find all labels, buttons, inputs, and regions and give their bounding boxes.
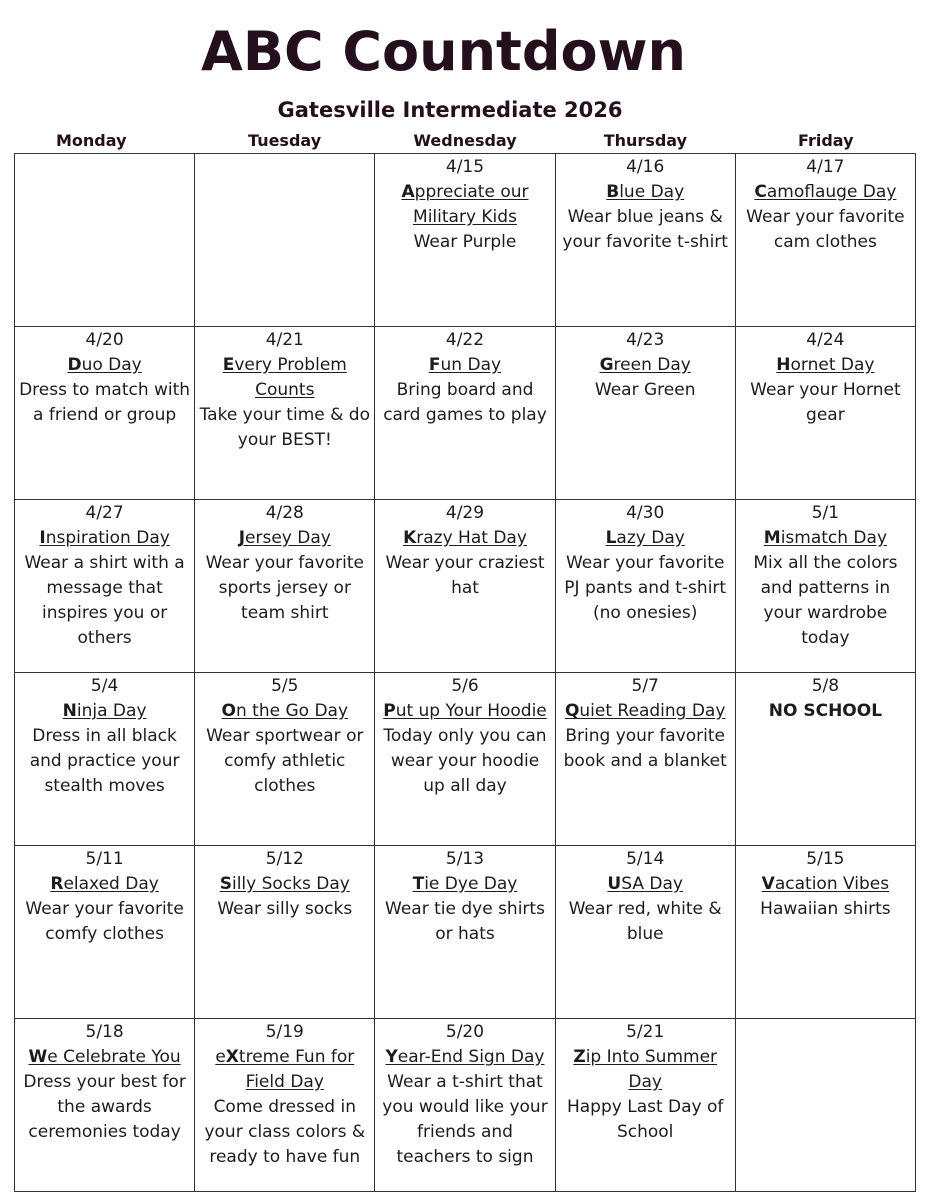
- calendar-cell: [195, 154, 375, 327]
- calendar-cell: [556, 500, 736, 673]
- calendar-cell: [736, 154, 916, 327]
- theme-letter: M: [763, 528, 781, 548]
- calendar-cell: [15, 1019, 195, 1192]
- cell-description: Wear red, white & blue: [568, 899, 722, 944]
- cell-date: 4/17: [806, 157, 845, 177]
- theme-letter: L: [605, 528, 617, 548]
- cell-date: 4/20: [85, 330, 124, 350]
- theme-letter: U: [607, 874, 622, 894]
- cell-date: 4/30: [626, 503, 665, 523]
- theme-rest: very Problem Counts: [234, 355, 347, 400]
- theme-rest: ornet Day: [790, 355, 875, 375]
- theme-letter: X: [225, 1047, 239, 1067]
- calendar-cell: [195, 500, 375, 673]
- weekday-thursday: Thursday: [603, 131, 688, 150]
- cell-description: Dress to match with a friend or group: [19, 380, 191, 425]
- calendar-cell: [556, 846, 736, 1019]
- theme-letter: T: [412, 874, 425, 894]
- cell-date: 5/8: [811, 676, 840, 696]
- cell-date: 4/21: [265, 330, 304, 350]
- theme-rest: lue Day: [619, 182, 685, 202]
- theme-letter: H: [776, 355, 791, 375]
- theme-rest: elaxed Day: [63, 874, 159, 894]
- cell-description: Wear your favorite comfy clothes: [25, 899, 184, 944]
- cell-description: Wear silly socks: [217, 899, 353, 919]
- calendar-cell: [15, 327, 195, 500]
- theme-letter: I: [39, 528, 46, 548]
- page-subtitle: Gatesville Intermediate 2026: [277, 98, 623, 122]
- cell-date: 5/19: [265, 1022, 304, 1042]
- cell-description: Wear your craziest hat: [385, 553, 545, 598]
- theme-letter: D: [67, 355, 82, 375]
- cell-description: Wear your favorite PJ pants and t-shirt (no onesies): [564, 553, 727, 623]
- cell-theme: [18, 699, 191, 724]
- cell-date: 5/5: [271, 676, 299, 696]
- theme-letter: W: [28, 1047, 48, 1067]
- cell-date: 4/24: [806, 330, 845, 350]
- theme-rest: ut up Your Hoodie: [395, 701, 547, 721]
- theme-letter: V: [761, 874, 775, 894]
- theme-rest: nspiration Day: [45, 528, 170, 548]
- theme-letter: N: [62, 701, 77, 721]
- theme-rest: treme Fun for Field Day: [238, 1047, 355, 1092]
- cell-date: 5/12: [265, 849, 304, 869]
- calendar-cell: [556, 154, 736, 327]
- cell-date: 4/29: [445, 503, 485, 523]
- cell-date: 4/22: [445, 330, 485, 350]
- theme-letter: S: [219, 874, 232, 894]
- cell-theme: [18, 1045, 191, 1070]
- theme-letter: O: [221, 701, 236, 721]
- cell-date: 5/6: [451, 676, 479, 696]
- calendar-cell: [375, 673, 555, 846]
- calendar-cell: [195, 1019, 375, 1192]
- cell-date: 5/15: [806, 849, 845, 869]
- theme-rest: SA Day: [621, 874, 683, 894]
- cell-date: 5/20: [445, 1022, 485, 1042]
- cell-note: NO SCHOOL: [768, 701, 883, 721]
- cell-date: 5/21: [626, 1022, 665, 1042]
- cell-description: Bring your favorite book and a blanket: [563, 726, 727, 771]
- cell-theme: [739, 180, 912, 205]
- cell-date: 4/23: [626, 330, 665, 350]
- theme-rest: ersey Day: [245, 528, 331, 548]
- cell-description: Dress your best for the awards ceremonies today: [23, 1072, 186, 1142]
- cell-description: Wear blue jeans & your favorite t-shirt: [562, 207, 728, 252]
- weekday-header-row: [14, 131, 916, 153]
- cell-theme: [378, 353, 551, 378]
- cell-date: 5/13: [445, 849, 485, 869]
- cell-description: Today only you can wear your hoodie up all day: [383, 726, 547, 796]
- cell-theme: [378, 872, 551, 897]
- calendar-cell: [556, 1019, 736, 1192]
- cell-description: Wear sportwear or comfy athletic clothes: [206, 726, 364, 796]
- cell-theme: [378, 1045, 551, 1070]
- cell-description: Mix all the colors and patterns in your wardrobe today: [753, 553, 898, 648]
- cell-description: Take your time & do your BEST!: [199, 405, 370, 450]
- cell-date: 5/14: [626, 849, 665, 869]
- cell-description: Hawaiian shirts: [760, 899, 891, 919]
- cell-theme: [739, 872, 912, 897]
- theme-rest: uo Day: [81, 355, 142, 375]
- calendar-cell: [375, 846, 555, 1019]
- calendar-cell: [736, 500, 916, 673]
- calendar-grid: [14, 153, 916, 1192]
- calendar-cell: [15, 500, 195, 673]
- calendar-cell: [195, 846, 375, 1019]
- theme-rest: reen Day: [613, 355, 691, 375]
- cell-theme: [378, 699, 551, 724]
- theme-letter: A: [401, 182, 415, 202]
- theme-rest: ppreciate our Military Kids: [413, 182, 529, 227]
- cell-theme: [559, 526, 732, 551]
- weekday-wednesday: Wednesday: [413, 131, 517, 150]
- cell-theme: [559, 872, 732, 897]
- cell-theme: [198, 872, 371, 897]
- cell-description: Wear Green: [594, 380, 696, 400]
- cell-theme: [198, 699, 371, 724]
- cell-date: 5/1: [811, 503, 840, 523]
- theme-rest: ip Into Summer Day: [585, 1047, 718, 1092]
- weekday-friday: Friday: [798, 131, 854, 150]
- page-title: ABC Countdown: [201, 20, 686, 83]
- theme-letter: Y: [385, 1047, 398, 1067]
- cell-theme: [198, 526, 371, 551]
- calendar-cell: [375, 327, 555, 500]
- theme-rest: illy Socks Day: [231, 874, 350, 894]
- calendar-cell: [556, 673, 736, 846]
- cell-theme: [18, 872, 191, 897]
- cell-description: Wear your Hornet gear: [750, 380, 901, 425]
- theme-letter: Q: [564, 701, 580, 721]
- theme-letter: P: [383, 701, 396, 721]
- calendar-cell: [556, 327, 736, 500]
- cell-theme: [378, 526, 551, 551]
- cell-theme: [739, 353, 912, 378]
- calendar-cell: [195, 673, 375, 846]
- theme-letter: B: [606, 182, 620, 202]
- cell-description: Wear Purple: [413, 232, 517, 252]
- theme-letter: Z: [573, 1047, 586, 1067]
- cell-date: 5/7: [631, 676, 659, 696]
- calendar-cell: [15, 154, 195, 327]
- cell-date: 4/16: [626, 157, 665, 177]
- theme-rest: ismatch Day: [780, 528, 888, 548]
- calendar-cell: [736, 673, 916, 846]
- cell-theme: [739, 526, 912, 551]
- calendar-cell: [375, 500, 555, 673]
- theme-prefix: e: [215, 1047, 226, 1067]
- cell-description: Come dressed in your class colors & ready to have fun: [204, 1097, 366, 1167]
- cell-theme: [18, 526, 191, 551]
- cell-description: Wear your favorite cam clothes: [746, 207, 905, 252]
- cell-description: Wear your favorite sports jersey or team shirt: [205, 553, 364, 623]
- theme-letter: F: [428, 355, 441, 375]
- calendar-cell: [195, 327, 375, 500]
- calendar-cell: [736, 846, 916, 1019]
- cell-date: 5/4: [90, 676, 119, 696]
- cell-date: 4/27: [85, 503, 124, 523]
- cell-description: Dress in all black and practice your stealth moves: [29, 726, 180, 796]
- cell-theme: [559, 180, 732, 205]
- cell-theme: [559, 1045, 732, 1095]
- cell-date: 5/18: [85, 1022, 124, 1042]
- weekday-tuesday: Tuesday: [248, 131, 322, 150]
- theme-rest: un Day: [440, 355, 502, 375]
- theme-rest: amoflauge Day: [766, 182, 897, 202]
- calendar-cell: [375, 154, 555, 327]
- cell-theme: [559, 699, 732, 724]
- weekday-monday: Monday: [56, 131, 127, 150]
- cell-date: 4/28: [265, 503, 304, 523]
- theme-rest: n the Go Day: [236, 701, 349, 721]
- cell-description: Wear a shirt with a message that inspires you or others: [24, 553, 185, 648]
- theme-rest: ie Dye Day: [424, 874, 518, 894]
- cell-date: 5/11: [85, 849, 124, 869]
- theme-letter: R: [50, 874, 64, 894]
- calendar-cell: [736, 1019, 916, 1192]
- theme-rest: razy Hat Day: [416, 528, 527, 548]
- cell-theme: [378, 180, 551, 230]
- calendar-cell: [15, 846, 195, 1019]
- theme-letter: E: [222, 355, 235, 375]
- cell-theme: [198, 1045, 371, 1095]
- cell-theme: [559, 353, 732, 378]
- cell-theme: [198, 353, 371, 403]
- theme-letter: G: [599, 355, 614, 375]
- theme-letter: J: [238, 528, 246, 548]
- cell-description: Wear tie dye shirts or hats: [385, 899, 545, 944]
- calendar-cell: [15, 673, 195, 846]
- theme-rest: ear-End Sign Day: [397, 1047, 545, 1067]
- theme-rest: acation Vibes: [774, 874, 890, 894]
- theme-letter: K: [403, 528, 417, 548]
- theme-rest: e Celebrate You: [47, 1047, 181, 1067]
- cell-description: Wear a t-shirt that you would like your friends and teachers to sign: [382, 1072, 548, 1167]
- cell-date: 4/15: [445, 157, 485, 177]
- cell-theme: [18, 353, 191, 378]
- calendar-cell: [736, 327, 916, 500]
- cell-description: Bring board and card games to play: [383, 380, 547, 425]
- theme-rest: azy Day: [616, 528, 685, 548]
- theme-rest: inja Day: [76, 701, 147, 721]
- theme-letter: C: [754, 182, 767, 202]
- theme-rest: uiet Reading Day: [579, 701, 726, 721]
- cell-description: Happy Last Day of School: [566, 1097, 724, 1142]
- calendar-cell: [375, 1019, 555, 1192]
